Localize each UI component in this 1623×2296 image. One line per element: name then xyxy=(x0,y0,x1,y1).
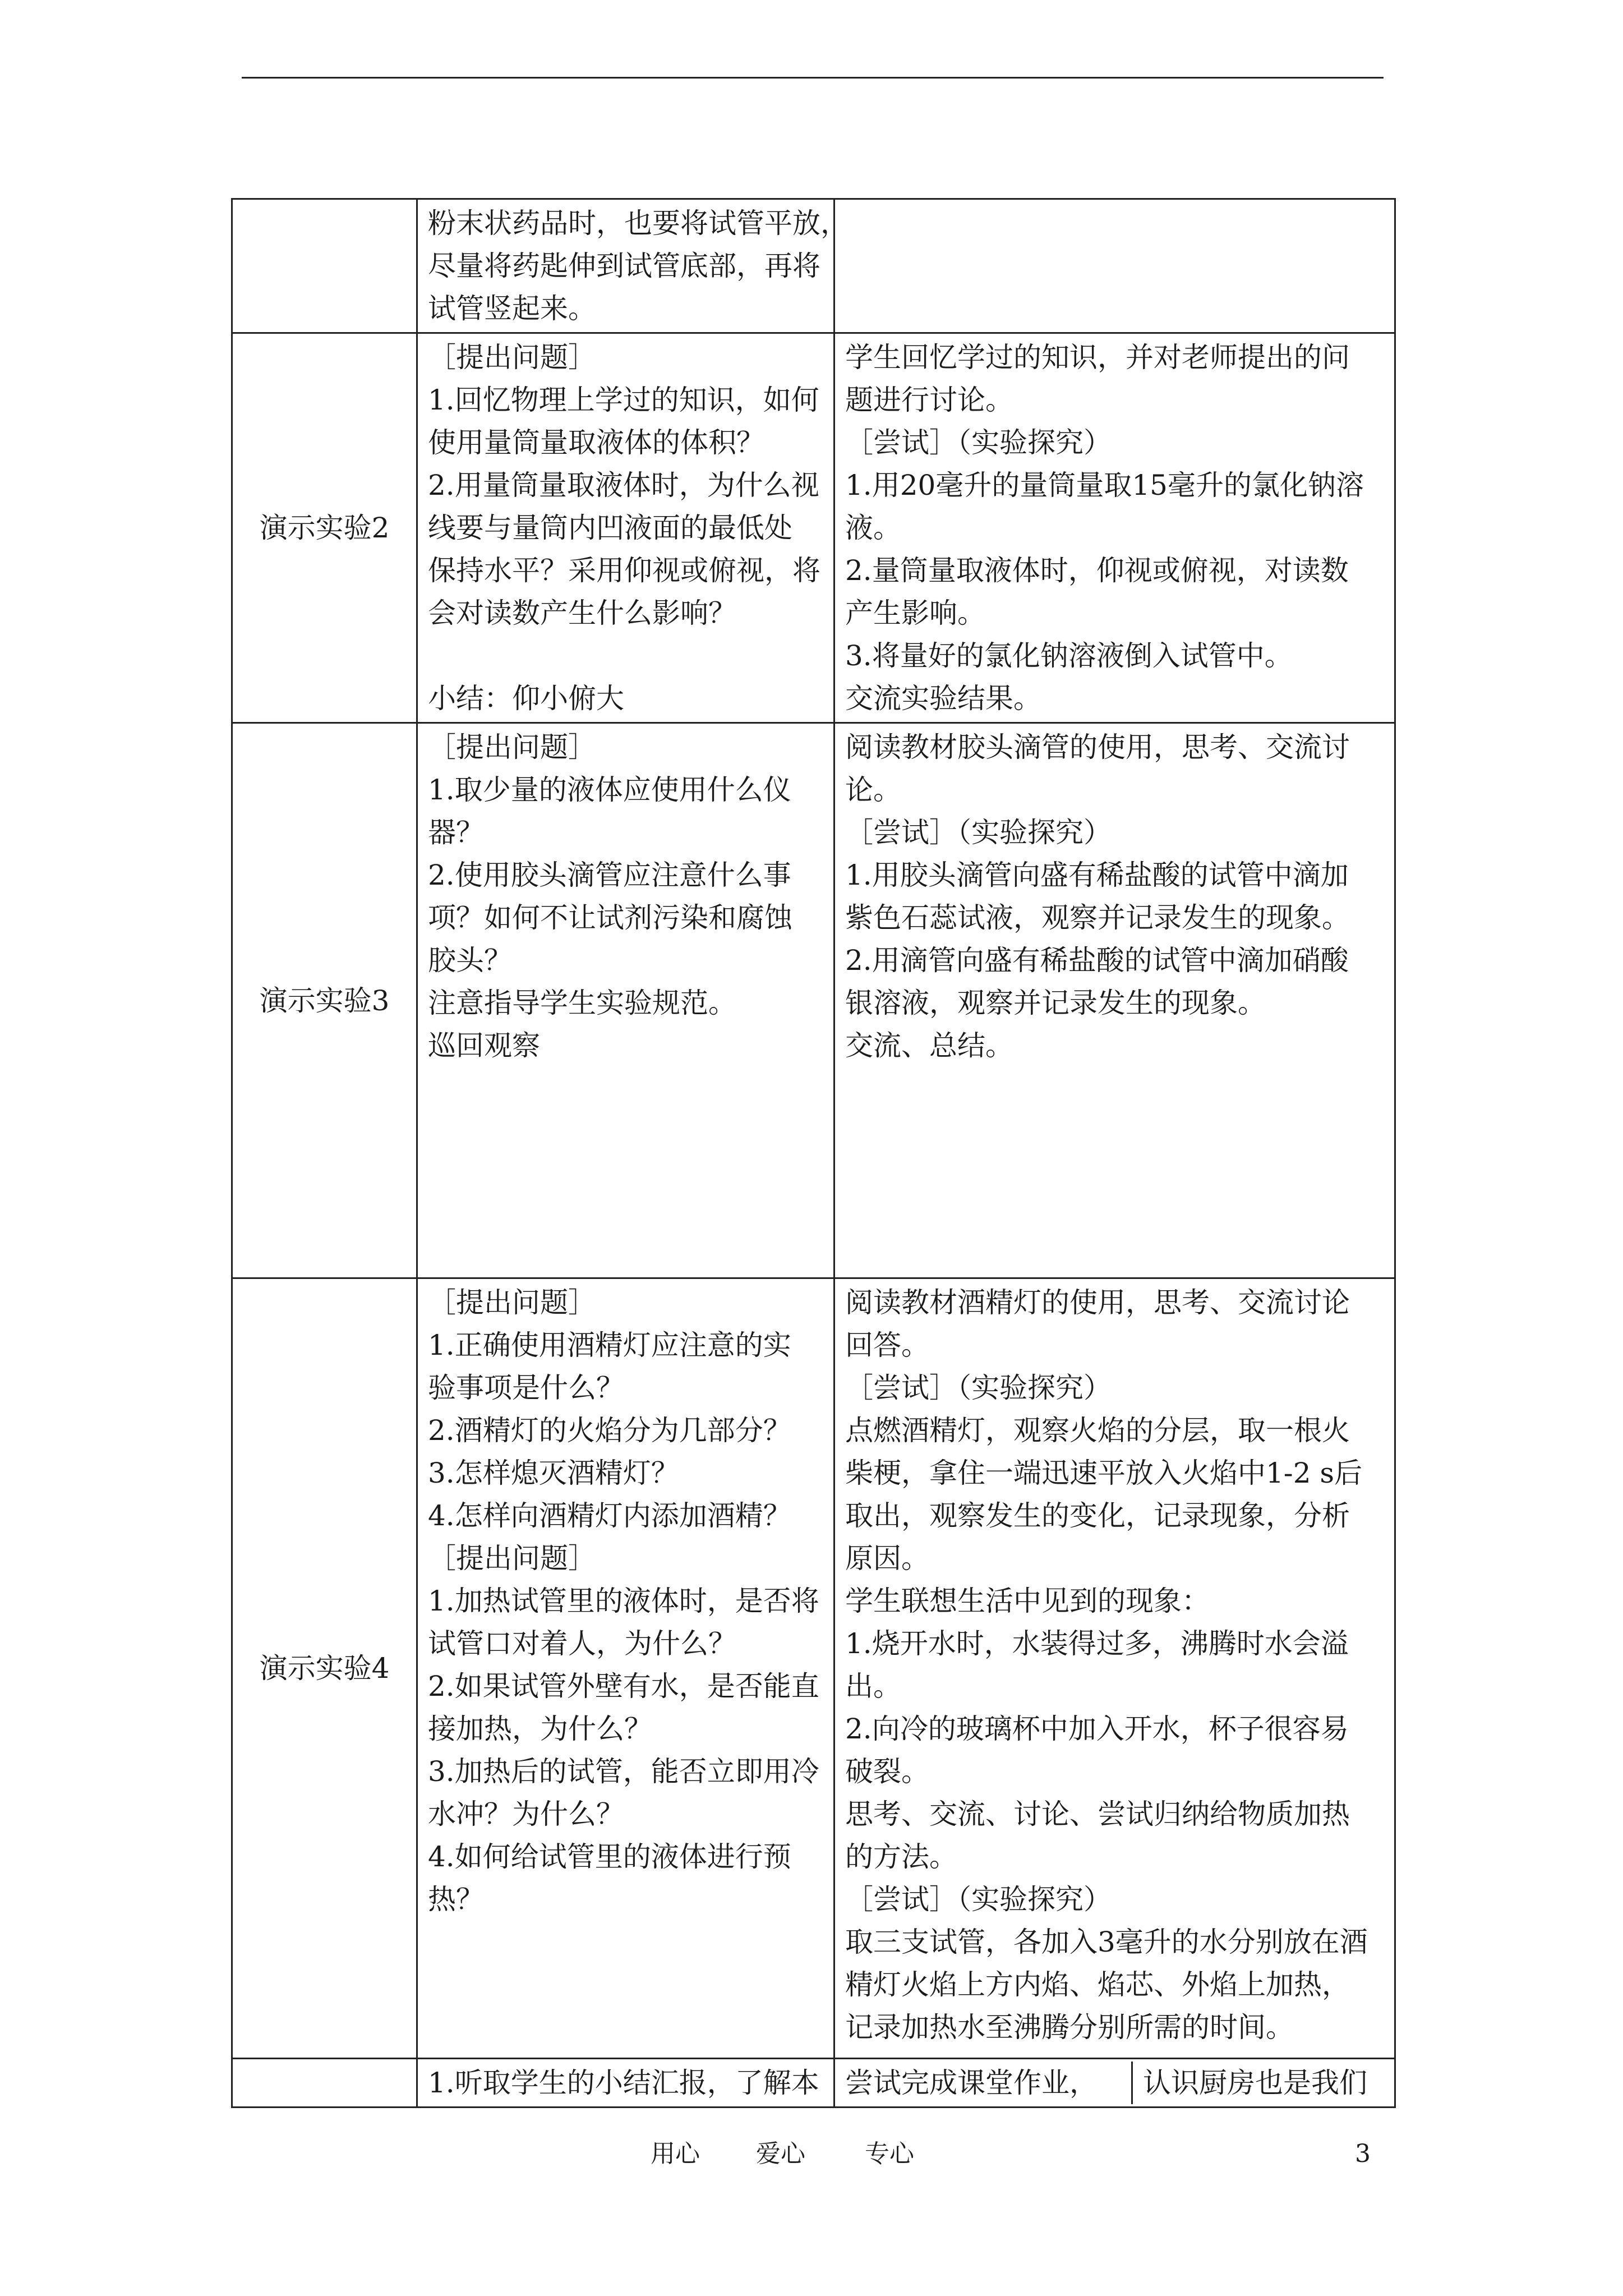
lesson-plan-table xyxy=(231,198,1396,2108)
student-activity xyxy=(834,199,1395,333)
student-task: 尝试完成课堂作业， xyxy=(845,2067,1098,2099)
teacher-activity: 1.听取学生的小结汇报，了解本 xyxy=(417,2059,834,2108)
footer-motto-3: 专心 xyxy=(865,2139,914,2168)
student-activity xyxy=(834,2059,1395,2108)
experiment-label: 演示实验3 xyxy=(232,723,417,1278)
experiment-label: 演示实验4 xyxy=(232,1278,417,2059)
footer-motto-2: 爱心 xyxy=(756,2139,805,2168)
student-activity: 阅读教材酒精灯的使用，思考、交流讨论 回答。 ［尝试］（实验探究） 点燃酒精灯，观察火焰的分层，取一根火 柴梗，拿住一端迅速平放入火焰中1-2 s后 取出，观察发生的变化，记录现象，分析 原因。 学生联想生活中见到的现象： 1.烧开水时，水装得过多，沸腾时水会溢 出。 2.向冷的玻璃杯中加入开水，杯子很容易 破裂。 思考、交流、讨论、尝试归纳给物质加热 的方法。 ［尝试］（实验探究） 取三支试管，各加入3毫升的水分别放在酒 精灯火焰上方内焰、焰芯、外焰上加热， 记录加热水至沸腾分别所需的时间。 xyxy=(834,1278,1395,2059)
table-row xyxy=(232,2059,1395,2108)
table-row xyxy=(232,1278,1395,2059)
teacher-activity: 粉末状药品时，也要将试管平放， 尽量将药匙伸到试管底部，再将 试管竖起来。 xyxy=(417,199,834,333)
experiment-label: 演示实验2 xyxy=(232,333,417,723)
blank-line xyxy=(428,634,824,677)
table-row xyxy=(232,723,1395,1278)
student-activity: 学生回忆学过的知识，并对老师提出的问 题进行讨论。 ［尝试］（实验探究） 1.用20毫升的量筒量取15毫升的氯化钠溶 液。 2.量筒量取液体时，仰视或俯视，对读数 产生影响。 3.将量好的氯化钠溶液倒入试管中。 交流实验结果。 xyxy=(834,333,1395,723)
page-number: 3 xyxy=(1355,2139,1371,2168)
table-row xyxy=(232,333,1395,723)
student-activity: 阅读教材胶头滴管的使用，思考、交流讨 论。 ［尝试］（实验探究） 1.用胶头滴管向盛有稀盐酸的试管中滴加 紫色石蕊试液，观察并记录发生的现象。 2.用滴管向盛有稀盐酸的试管中滴加硝酸 银溶液，观察并记录发生的现象。 交流、总结。 xyxy=(834,723,1395,1278)
table-row xyxy=(232,199,1395,333)
student-subcolumns xyxy=(845,2062,1385,2104)
experiment-label xyxy=(232,199,417,333)
student-reflection: 认识厨房也是我们 xyxy=(1132,2062,1386,2104)
experiment-label xyxy=(232,2059,417,2108)
teacher-activity: ［提出问题］ 1.正确使用酒精灯应注意的实 验事项是什么？ 2.酒精灯的火焰分为几部分？ 3.怎样熄灭酒精灯？ 4.怎样向酒精灯内添加酒精？ ［提出问题］ 1.加热试管里的液体时，是否将 试管口对着人，为什么？ 2.如果试管外壁有水，是否能直 接加热，为什么？ 3.加热后的试管，能否立即用冷 水冲？为什么？ 4.如何给试管里的液体进行预 热？ xyxy=(417,1278,834,2059)
teacher-activity: ［提出问题］ 1.回忆物理上学过的知识，如何 使用量筒量取液体的体积？ 2.用量筒量取液体时，为什么视 线要与量筒内凹液面的最低处 保持水平？采用仰视或俯视，将 会对读数产生什么影响？ 小结：仰小俯大 xyxy=(417,333,834,723)
footer-motto-1: 用心 xyxy=(651,2139,700,2168)
teacher-activity: ［提出问题］ 1.取少量的液体应使用什么仪 器？ 2.使用胶头滴管应注意什么事 项？如何不让试剂污染和腐蚀 胶头？ 注意指导学生实验规范。 巡回观察 xyxy=(417,723,834,1278)
header-rule xyxy=(242,77,1384,79)
